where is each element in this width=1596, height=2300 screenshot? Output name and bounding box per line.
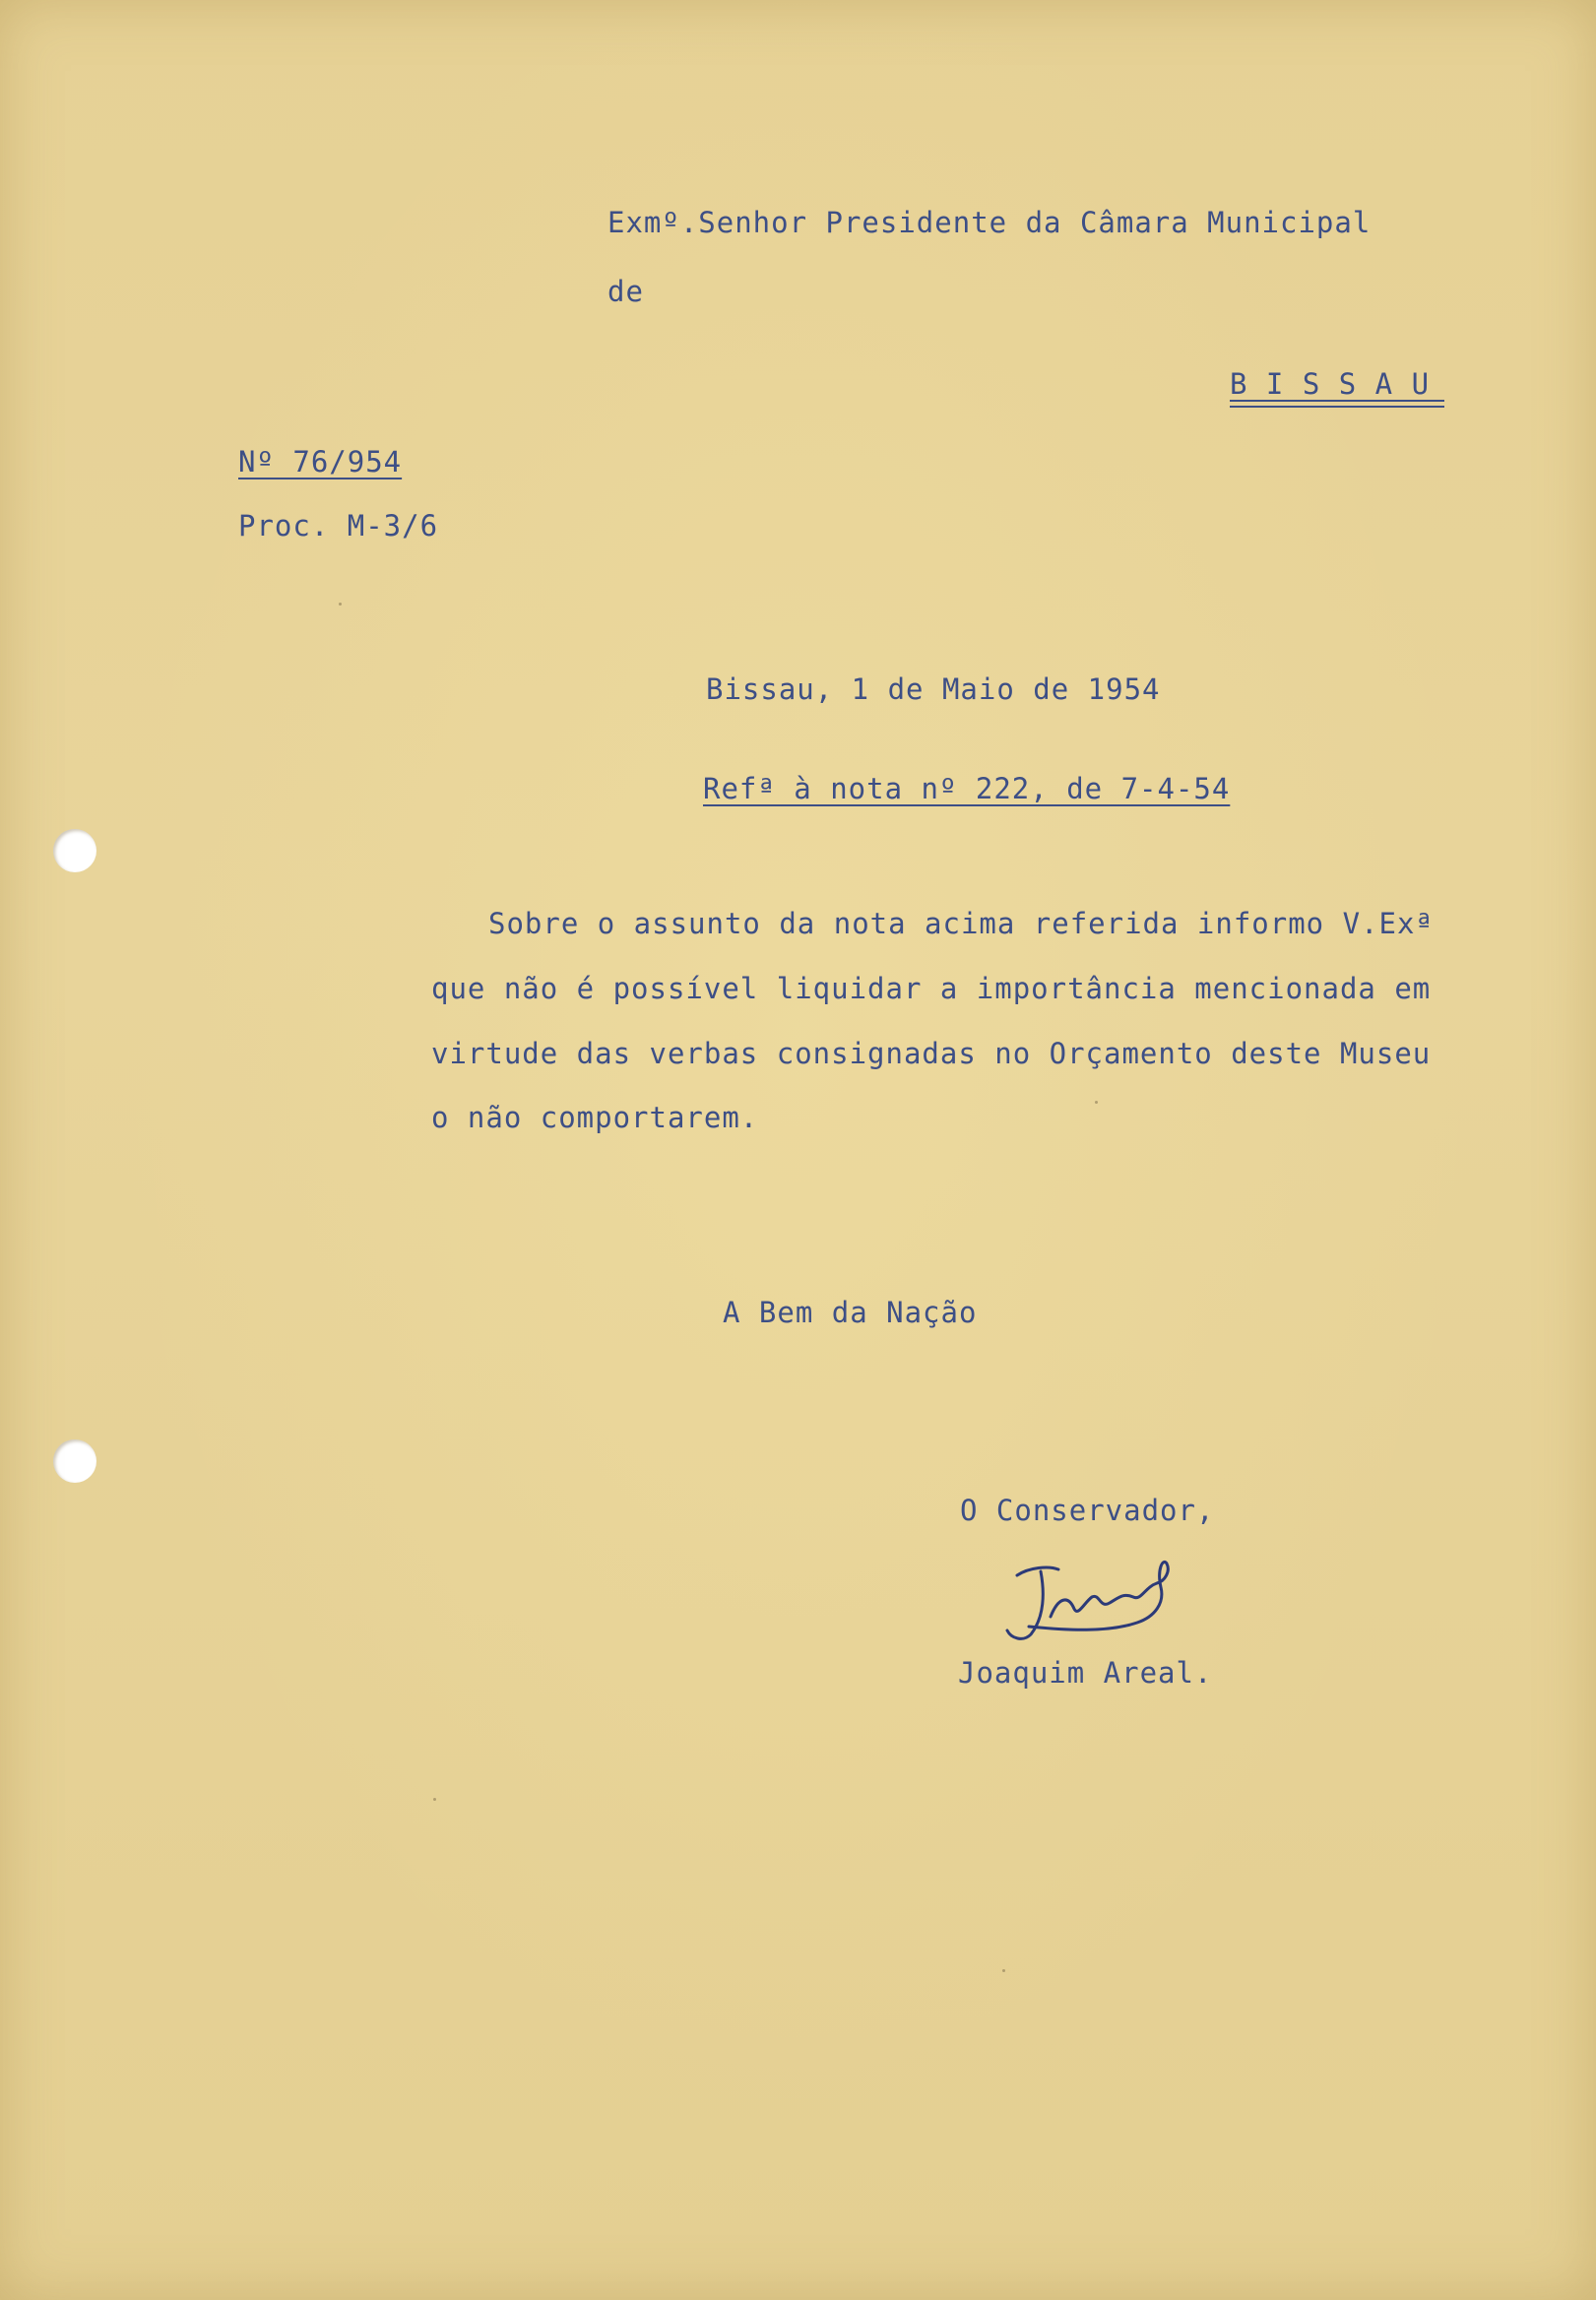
city-underline	[1230, 400, 1444, 402]
city-underline	[1230, 406, 1444, 408]
paper-speck	[339, 603, 342, 606]
reference-line: Refª à nota nº 222, de 7-4-54	[703, 772, 1231, 805]
handwritten-signature	[990, 1548, 1216, 1656]
signer-title: O Conservador,	[960, 1494, 1215, 1527]
body-line-3: virtude das verbas consignadas no Orçamento deste Museu	[431, 1037, 1432, 1070]
punch-hole-bottom	[53, 1439, 96, 1483]
addressee-city: B I S S A U	[1230, 367, 1431, 401]
closing-line: A Bem da Nação	[723, 1296, 978, 1329]
process-number: Proc. M-3/6	[238, 509, 439, 543]
body-line-4: o não comportarem.	[431, 1101, 759, 1134]
body-line-1: Sobre o assunto da nota acima referida informo V.Exª	[488, 907, 1434, 940]
signer-name: Joaquim Areal.	[958, 1656, 1213, 1690]
paper-speck	[1002, 1969, 1005, 1972]
punch-hole-top	[53, 829, 96, 872]
addressee-line-1: Exmº.Senhor Presidente da Câmara Municipal	[607, 206, 1372, 239]
document-number: Nº 76/954	[238, 445, 403, 479]
paper-speck	[433, 1798, 436, 1801]
paper-speck	[1095, 1101, 1098, 1104]
addressee-line-2: de	[607, 275, 644, 308]
body-line-2: que não é possível liquidar a importância mencionada em	[431, 972, 1432, 1005]
date-line: Bissau, 1 de Maio de 1954	[706, 672, 1161, 706]
